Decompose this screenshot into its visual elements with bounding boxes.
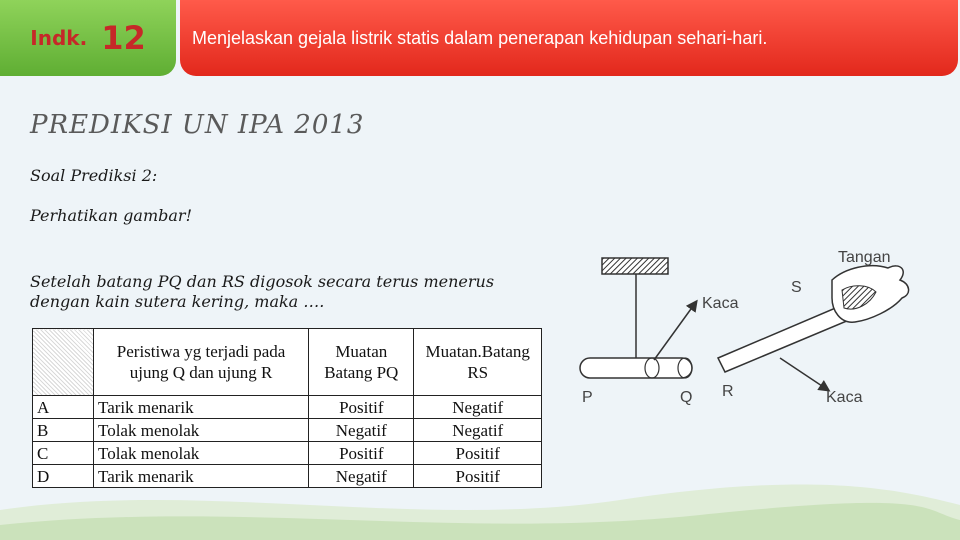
option-letter: A — [33, 396, 94, 419]
question-text: Setelah batang PQ dan RS digosok secara terus menerus dengan kain sutera kering, maka …. — [30, 272, 495, 311]
indicator-box — [0, 0, 176, 76]
label-kaca-bottom: Kaca — [826, 389, 863, 406]
event-cell: Tolak menolak — [94, 442, 309, 465]
table-row — [33, 419, 542, 442]
pq-cell: Negatif — [309, 465, 414, 488]
rod-pq — [580, 358, 692, 378]
label-s: S — [791, 279, 802, 296]
event-cell: Tarik menarik — [94, 465, 309, 488]
rs-cell: Positif — [414, 465, 542, 488]
table-row — [33, 396, 542, 419]
label-r: R — [722, 383, 734, 400]
hand-with-cloth — [832, 266, 909, 323]
header-text: Menjelaskan gejala listrik statis dalam penerapan kehidupan sehari-hari. — [192, 27, 768, 48]
rs-cell: Positif — [414, 442, 542, 465]
table-header-rs: Muatan.Batang RS — [414, 329, 542, 396]
soal-label: Soal Prediksi 2: — [30, 166, 158, 185]
table-header-row — [33, 329, 542, 396]
table-header-blank — [33, 329, 94, 396]
option-letter: D — [33, 465, 94, 488]
label-kaca-top: Kaca — [702, 295, 739, 312]
label-p: P — [582, 389, 593, 406]
indicator-number: 12 — [101, 19, 146, 57]
kaca-arrow-bottom — [780, 358, 828, 390]
label-q: Q — [680, 389, 693, 406]
event-cell: Tolak menolak — [94, 419, 309, 442]
table-row — [33, 465, 542, 488]
indicator-label: Indk. — [30, 26, 88, 50]
event-cell: Tarik menarik — [94, 396, 309, 419]
table-header-event: Peristiwa yg terjadi pada ujung Q dan ujung R — [94, 329, 309, 396]
pq-cell: Positif — [309, 396, 414, 419]
instruction-text: Perhatikan gambar! — [30, 206, 192, 225]
kaca-arrow-top — [654, 302, 696, 360]
rs-cell: Negatif — [414, 419, 542, 442]
option-letter: C — [33, 442, 94, 465]
option-letter: B — [33, 419, 94, 442]
page-title: PREDIKSI UN IPA 2013 — [30, 110, 365, 140]
pq-cell: Negatif — [309, 419, 414, 442]
label-tangan: Tangan — [838, 249, 891, 266]
ceiling-support — [602, 258, 668, 274]
answer-table — [32, 328, 542, 488]
static-electricity-figure — [570, 240, 910, 430]
table-header-pq: Muatan Batang PQ — [309, 329, 414, 396]
pq-cell: Positif — [309, 442, 414, 465]
header-bar — [180, 0, 958, 76]
rs-cell: Negatif — [414, 396, 542, 419]
table-row — [33, 442, 542, 465]
